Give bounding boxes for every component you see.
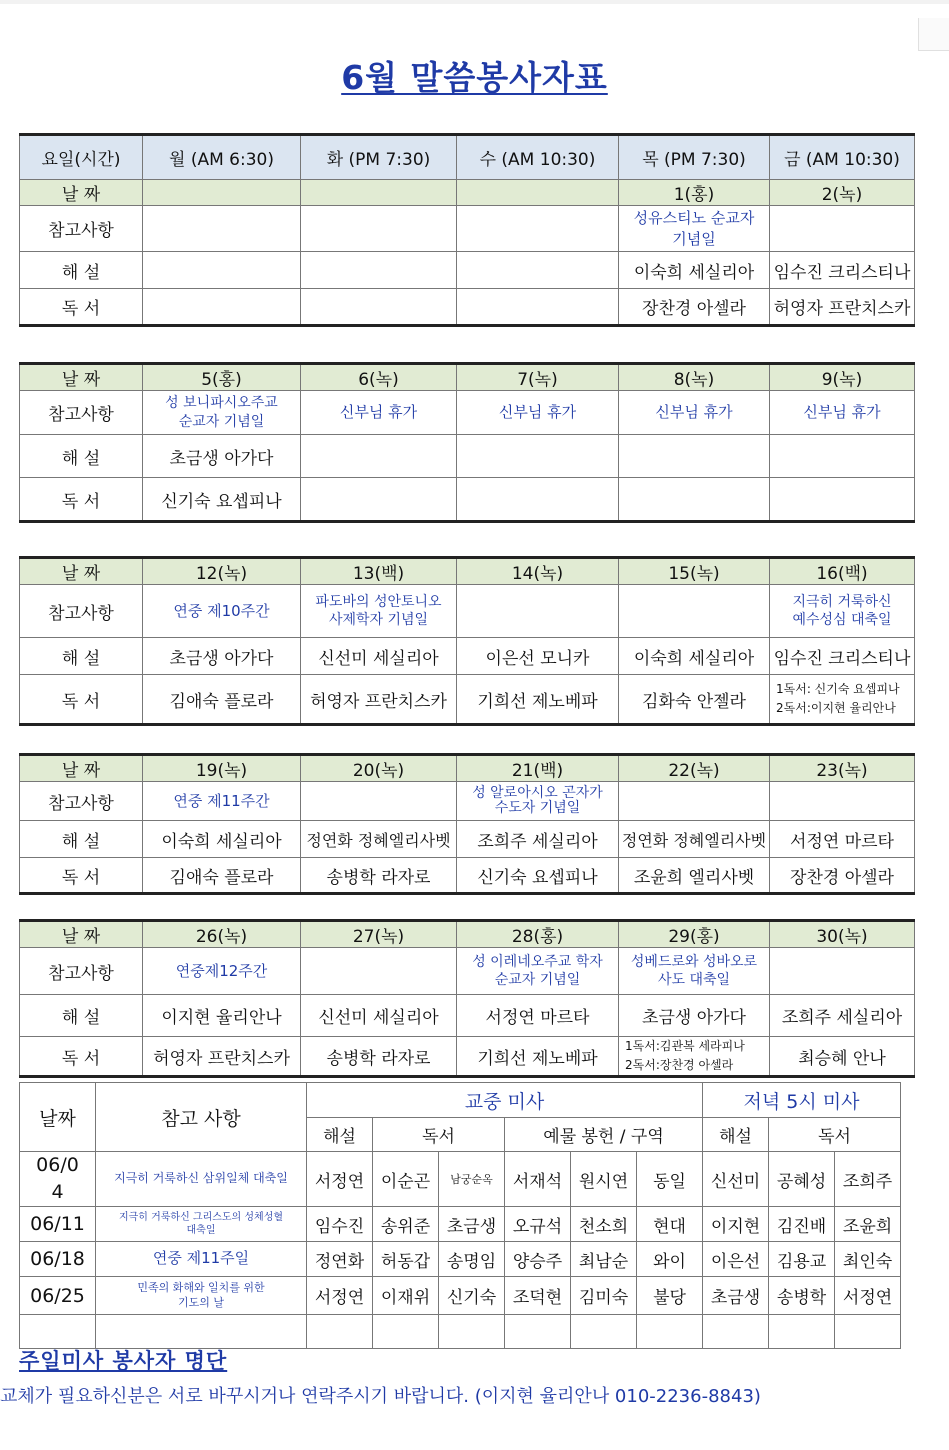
note-cell: [301, 782, 457, 821]
commentary-cell: [619, 435, 770, 478]
commentary-cell: 이지현 율리안나: [143, 995, 301, 1037]
commentary-cell: [457, 252, 619, 289]
row-label-commentary: 해 설: [20, 252, 143, 289]
header-monday: 월 (AM 6:30): [143, 135, 301, 180]
main-mass-header: 교중 미사: [307, 1083, 703, 1118]
empty-cell: [505, 1315, 571, 1349]
schedule-week-4: [19, 753, 915, 895]
note-cell: [457, 206, 619, 252]
sub-header-commentary: 해설: [307, 1118, 373, 1152]
reading-cell: 허영자 프란치스카: [770, 289, 915, 326]
sunday-cell: 신기숙: [439, 1277, 505, 1315]
commentary-cell: 임수진 크리스티나: [770, 638, 915, 675]
date-cell: 5(홍): [143, 364, 301, 391]
commentary-cell: 이숙희 세실리아: [143, 821, 301, 858]
sunday-cell: 초금생: [439, 1207, 505, 1242]
row-label-date: 날 짜: [20, 180, 143, 206]
note-cell: 연중 제11주간: [143, 782, 301, 821]
sunday-cell: 서정연: [307, 1277, 373, 1315]
row-label-date: 날 짜: [20, 364, 143, 391]
reading-cell: 기희선 제노베파: [457, 1037, 619, 1077]
sunday-date-cell: 06/11: [20, 1207, 96, 1242]
reading-cell: 장찬경 아셀라: [619, 289, 770, 326]
empty-cell: [637, 1315, 703, 1349]
sunday-cell: 최남순: [571, 1242, 637, 1277]
reading-cell: 기희선 제노베파: [457, 675, 619, 725]
date-cell: 26(녹): [143, 921, 301, 948]
date-cell: 9(녹): [770, 364, 915, 391]
sunday-cell: 허동갑: [373, 1242, 439, 1277]
date-cell: 21(백): [457, 755, 619, 782]
header-wednesday: 수 (AM 10:30): [457, 135, 619, 180]
reading-cell: 송병학 라자로: [301, 858, 457, 894]
note-cell: [301, 948, 457, 995]
reading-cell: 허영자 프란치스카: [143, 1037, 301, 1077]
sunday-cell: 현대: [637, 1207, 703, 1242]
note-cell: [143, 206, 301, 252]
date-cell: 19(녹): [143, 755, 301, 782]
note-cell: 파도바의 성안토니오 사제학자 기념일: [301, 585, 457, 638]
date-cell: [143, 180, 301, 206]
date-cell: 1(홍): [619, 180, 770, 206]
date-cell: 7(녹): [457, 364, 619, 391]
commentary-cell: 서정연 마르타: [770, 821, 915, 858]
commentary-cell: [770, 435, 915, 478]
sunday-cell: 이재위: [373, 1277, 439, 1315]
row-label-notes: 참고사항: [20, 206, 143, 252]
sunday-cell: 서정연: [307, 1152, 373, 1207]
commentary-cell: 임수진 크리스티나: [770, 252, 915, 289]
sunday-note-cell: 지극히 거룩하신 삼위일체 대축일: [96, 1152, 307, 1207]
commentary-cell: 신선미 세실리아: [301, 638, 457, 675]
note-cell: 성 알로아시오 곤자가 수도자 기념일: [457, 782, 619, 821]
sunday-cell: 김진배: [769, 1207, 835, 1242]
reading-cell: [143, 289, 301, 326]
reading-cell: 신기숙 요셉피나: [143, 478, 301, 522]
note-cell: [619, 585, 770, 638]
sunday-cell: 공혜성: [769, 1152, 835, 1207]
note-cell: 신부님 휴가: [619, 391, 770, 435]
row-label-notes: 참고사항: [20, 585, 143, 638]
schedule-week-2: [19, 362, 915, 523]
header-thursday: 목 (PM 7:30): [619, 135, 770, 180]
sunday-cell: 동일: [637, 1152, 703, 1207]
sunday-cell: 남궁순옥: [439, 1152, 505, 1207]
page-title: 6월 말씀봉사자표: [341, 58, 608, 97]
date-cell: 8(녹): [619, 364, 770, 391]
sunday-notes-header: 참고 사항: [96, 1083, 307, 1152]
row-label-commentary: 해 설: [20, 638, 143, 675]
row-label-notes: 참고사항: [20, 948, 143, 995]
note-cell: 신부님 휴가: [770, 391, 915, 435]
empty-cell: [373, 1315, 439, 1349]
contact-note: 교체가 필요하신분은 서로 바꾸시거나 연락주시기 바랍니다. (이지현 율리안나 010-2236-8843): [0, 1386, 761, 1407]
date-cell: 28(홍): [457, 921, 619, 948]
sunday-date-cell: 06/18: [20, 1242, 96, 1277]
empty-cell: [439, 1315, 505, 1349]
schedule-week-5: [19, 919, 915, 1078]
sunday-cell: 양승주: [505, 1242, 571, 1277]
empty-cell: [835, 1315, 901, 1349]
sunday-cell: 임수진: [307, 1207, 373, 1242]
date-cell: 13(백): [301, 558, 457, 585]
commentary-cell: 이숙희 세실리아: [619, 252, 770, 289]
row-label-date: 날 짜: [20, 921, 143, 948]
sunday-cell: 천소희: [571, 1207, 637, 1242]
row-label-commentary: 해 설: [20, 821, 143, 858]
sunday-note-cell: 지극히 거룩하신 그리스도의 성체성혈 대축일: [96, 1207, 307, 1242]
sunday-cell: 불당: [637, 1277, 703, 1315]
sunday-cell: 송병학: [769, 1277, 835, 1315]
reading-cell: 김애숙 플로라: [143, 858, 301, 894]
note-cell: [457, 585, 619, 638]
sunday-cell: 원시연: [571, 1152, 637, 1207]
sub-header-offertory: 예물 봉헌 / 구역: [505, 1118, 703, 1152]
reading-cell: 1독서:김관복 세라피나 2독서:장찬경 아셀라: [619, 1037, 770, 1077]
empty-cell: [96, 1315, 307, 1349]
row-label-commentary: 해 설: [20, 435, 143, 478]
commentary-cell: [301, 435, 457, 478]
sunday-cell: 초금생: [703, 1277, 769, 1315]
commentary-cell: 이숙희 세실리아: [619, 638, 770, 675]
sunday-cell: 이지현: [703, 1207, 769, 1242]
table-margin: [901, 1083, 915, 1349]
page-corner-marker: [918, 18, 949, 51]
sunday-cell: 신선미: [703, 1152, 769, 1207]
row-label-reading: 독 서: [20, 858, 143, 894]
reading-cell: 1독서: 신기숙 요셉피나 2독서:이지현 율리안나: [770, 675, 915, 725]
commentary-cell: 초금생 아가다: [619, 995, 770, 1037]
empty-cell: [703, 1315, 769, 1349]
empty-cell: [571, 1315, 637, 1349]
note-cell: [619, 782, 770, 821]
sunday-cell: 김미숙: [571, 1277, 637, 1315]
row-label-reading: 독 서: [20, 289, 143, 326]
reading-cell: 신기숙 요셉피나: [457, 858, 619, 894]
commentary-cell: 초금생 아가다: [143, 435, 301, 478]
header-day-label: 요일(시간): [20, 135, 143, 180]
row-label-reading: 독 서: [20, 675, 143, 725]
header-tuesday: 화 (PM 7:30): [301, 135, 457, 180]
row-label-reading: 독 서: [20, 478, 143, 522]
header-friday: 금 (AM 10:30): [770, 135, 915, 180]
sunday-cell: 서정연: [835, 1277, 901, 1315]
date-cell: 30(녹): [770, 921, 915, 948]
date-cell: 12(녹): [143, 558, 301, 585]
reading-cell: 조윤희 엘리사벳: [619, 858, 770, 894]
note-cell: [770, 206, 915, 252]
reading-cell: 장찬경 아셀라: [770, 858, 915, 894]
sunday-cell: 정연화: [307, 1242, 373, 1277]
sub-header-evening-reading: 독서: [769, 1118, 901, 1152]
empty-cell: [769, 1315, 835, 1349]
commentary-cell: 조희주 세실리아: [457, 821, 619, 858]
reading-cell: 허영자 프란치스카: [301, 675, 457, 725]
sunday-cell: 오규석: [505, 1207, 571, 1242]
sunday-cell: 조덕현: [505, 1277, 571, 1315]
commentary-cell: 이은선 모니카: [457, 638, 619, 675]
note-cell: [770, 948, 915, 995]
sunday-cell: 송명임: [439, 1242, 505, 1277]
sunday-date-header: 날짜: [20, 1083, 96, 1152]
row-label-date: 날 짜: [20, 558, 143, 585]
date-cell: 16(백): [770, 558, 915, 585]
sunday-cell: 김용교: [769, 1242, 835, 1277]
schedule-week-1: [19, 133, 915, 327]
note-cell: [301, 206, 457, 252]
reading-cell: 김애숙 플로라: [143, 675, 301, 725]
row-label-commentary: 해 설: [20, 995, 143, 1037]
commentary-cell: 초금생 아가다: [143, 638, 301, 675]
note-cell: [770, 782, 915, 821]
sub-header-reading: 독서: [373, 1118, 505, 1152]
row-label-notes: 참고사항: [20, 782, 143, 821]
commentary-cell: 조희주 세실리아: [770, 995, 915, 1037]
note-cell: 신부님 휴가: [457, 391, 619, 435]
reading-cell: 최승혜 안나: [770, 1037, 915, 1077]
note-cell: 성 이레네오주교 학자 순교자 기념일: [457, 948, 619, 995]
commentary-cell: [143, 252, 301, 289]
date-cell: 27(녹): [301, 921, 457, 948]
reading-cell: 송병학 라자로: [301, 1037, 457, 1077]
sunday-cell: 송위준: [373, 1207, 439, 1242]
date-cell: 15(녹): [619, 558, 770, 585]
commentary-cell: 서정연 마르타: [457, 995, 619, 1037]
sunday-cell: 조윤희: [835, 1207, 901, 1242]
date-cell: 23(녹): [770, 755, 915, 782]
reading-cell: [457, 478, 619, 522]
row-label-date: 날 짜: [20, 755, 143, 782]
commentary-cell: 신선미 세실리아: [301, 995, 457, 1037]
row-label-reading: 독 서: [20, 1037, 143, 1077]
row-label-notes: 참고사항: [20, 391, 143, 435]
page-top-edge: [0, 0, 949, 4]
date-cell: 22(녹): [619, 755, 770, 782]
sunday-cell: 와이: [637, 1242, 703, 1277]
date-cell: [457, 180, 619, 206]
date-cell: 29(홍): [619, 921, 770, 948]
reading-cell: [301, 478, 457, 522]
reading-cell: [301, 289, 457, 326]
reading-cell: [457, 289, 619, 326]
note-cell: 연중제12주간: [143, 948, 301, 995]
sunday-note-cell: 민족의 화해와 일치를 위한 기도의 날: [96, 1277, 307, 1315]
empty-cell: [20, 1315, 96, 1349]
note-cell: 성 보니파시오주교 순교자 기념일: [143, 391, 301, 435]
note-cell: 지극히 거룩하신 예수성심 대축일: [770, 585, 915, 638]
sunday-cell: 이은선: [703, 1242, 769, 1277]
commentary-cell: 정연화 정혜엘리사벳: [619, 821, 770, 858]
date-cell: 20(녹): [301, 755, 457, 782]
sub-header-evening-commentary: 해설: [703, 1118, 769, 1152]
reading-cell: 김화숙 안젤라: [619, 675, 770, 725]
sunday-cell: 조희주: [835, 1152, 901, 1207]
note-cell: 성유스티노 순교자 기념일: [619, 206, 770, 252]
sunday-date-cell: 06/0 4: [20, 1152, 96, 1207]
reading-cell: [619, 478, 770, 522]
commentary-cell: [301, 252, 457, 289]
note-cell: 신부님 휴가: [301, 391, 457, 435]
commentary-cell: 정연화 정혜엘리사벳: [301, 821, 457, 858]
sunday-volunteers-title: 주일미사 봉사자 명단: [19, 1349, 228, 1373]
evening-mass-header: 저녁 5시 미사: [703, 1083, 901, 1118]
sunday-date-cell: 06/25: [20, 1277, 96, 1315]
date-cell: 6(녹): [301, 364, 457, 391]
sunday-cell: 서재석: [505, 1152, 571, 1207]
schedule-week-3: [19, 556, 915, 726]
date-cell: 2(녹): [770, 180, 915, 206]
empty-cell: [307, 1315, 373, 1349]
sunday-cell: 이순곤: [373, 1152, 439, 1207]
sunday-mass-table: [19, 1082, 915, 1349]
sunday-note-cell: 연중 제11주일: [96, 1242, 307, 1277]
commentary-cell: [457, 435, 619, 478]
date-cell: 14(녹): [457, 558, 619, 585]
note-cell: 연중 제10주간: [143, 585, 301, 638]
sunday-cell: 최인숙: [835, 1242, 901, 1277]
reading-cell: [770, 478, 915, 522]
date-cell: [301, 180, 457, 206]
note-cell: 성베드로와 성바오로 사도 대축일: [619, 948, 770, 995]
